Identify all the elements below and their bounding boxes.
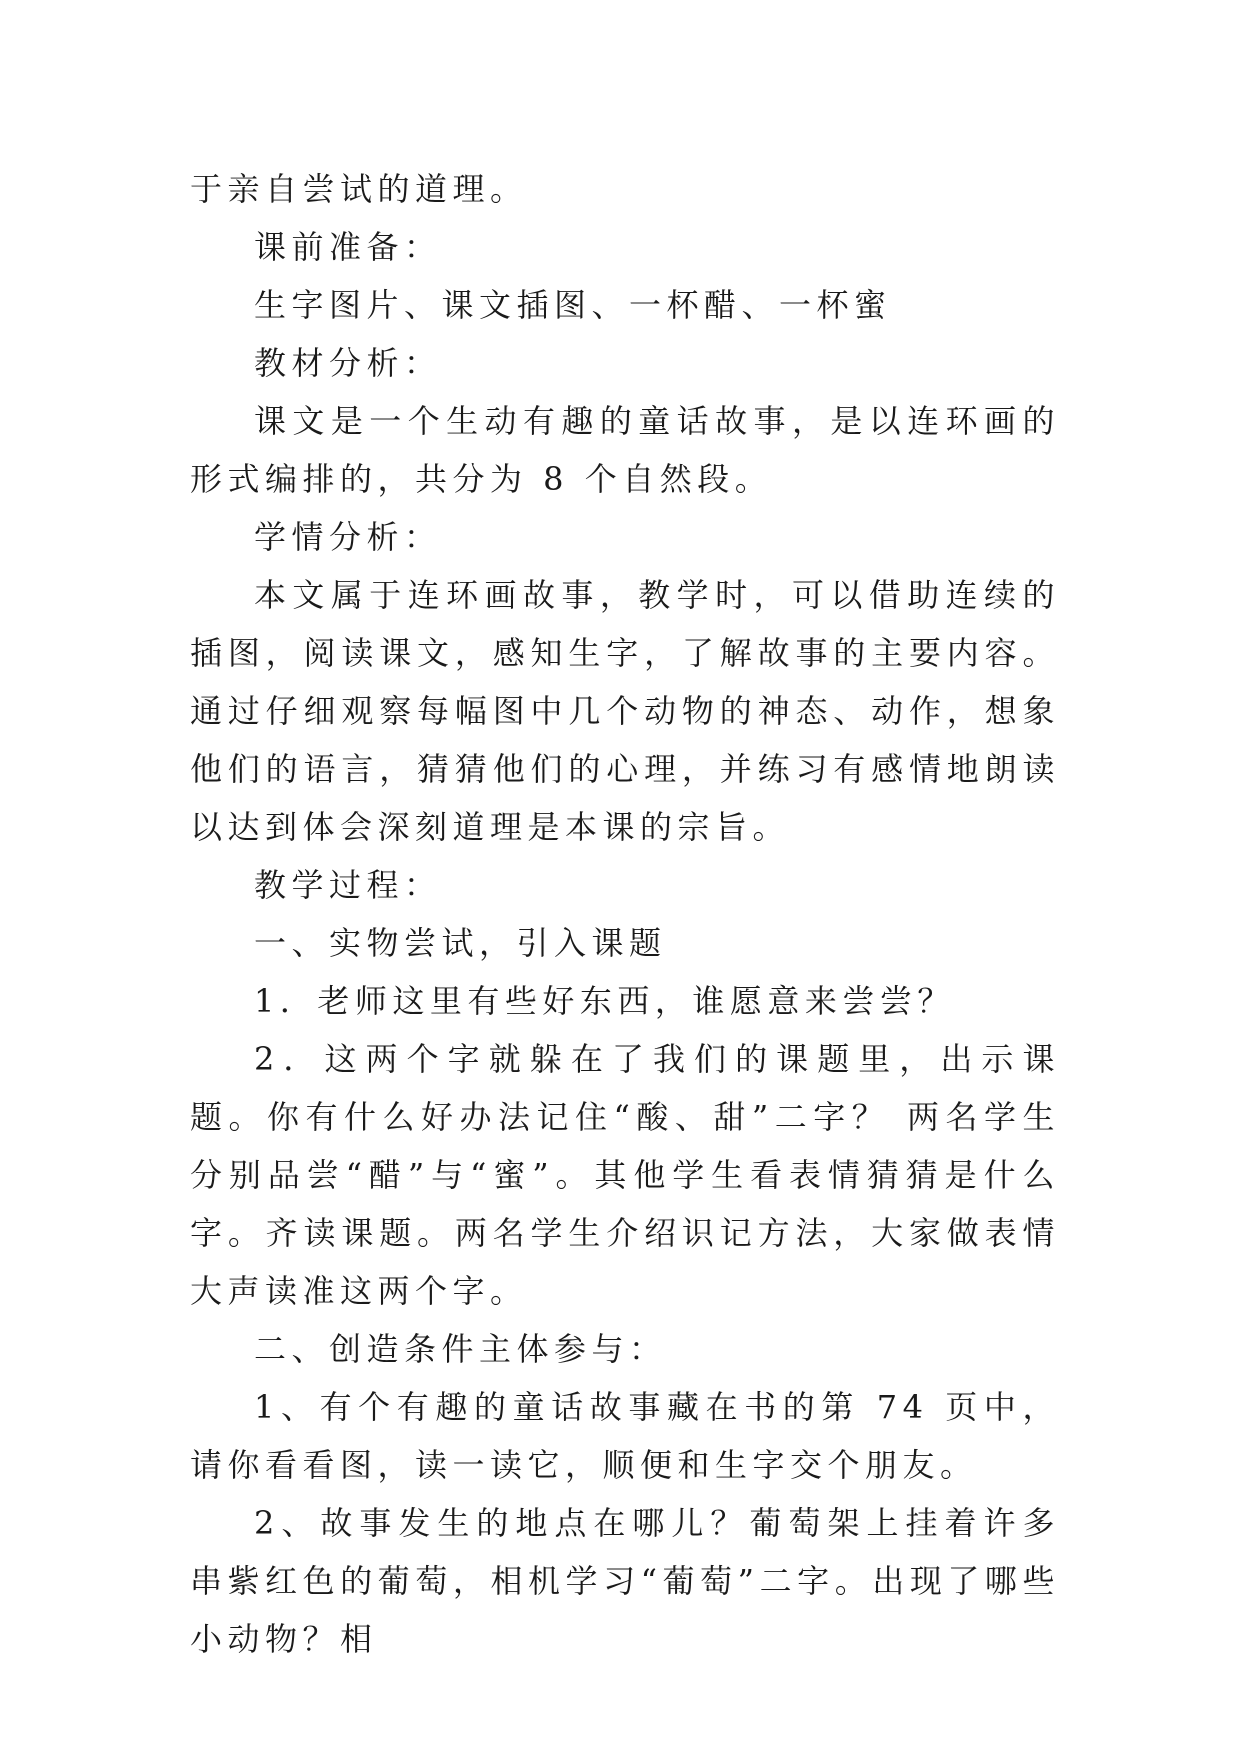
section-two-step-two: 2、故事发生的地点在哪儿？葡萄架上挂着许多串紫红色的葡萄，相机学习“葡萄”二字。出现了哪些小动物？相 — [190, 1504, 1060, 1658]
heading-textbook-analysis: 教材分析： — [254, 344, 442, 382]
paragraph-materials: 生字图片、课文插图、一杯醋、一杯蜜 — [254, 286, 892, 324]
heading-preparation: 课前准备： — [254, 228, 442, 266]
step-one: 1．老师这里有些好东西，谁愿意来尝尝？ — [254, 982, 955, 1020]
paragraph-continuation: 于亲自尝试的道理。 — [190, 170, 528, 208]
section-one-title: 一、实物尝试，引入课题 — [254, 924, 667, 962]
section-two-step-one: 1、有个有趣的童话故事藏在书的第 74 页中，请你看看图，读一读它，顺便和生字交个朋友。 — [190, 1388, 1060, 1484]
paragraph-textbook-analysis: 课文是一个生动有趣的童话故事，是以连环画的形式编排的，共分为 8 个自然段。 — [190, 402, 1060, 498]
heading-student-analysis: 学情分析： — [254, 518, 442, 556]
paragraph-student-analysis: 本文属于连环画故事，教学时，可以借助连续的插图，阅读课文，感知生字，了解故事的主要内容。通过仔细观察每幅图中几个动物的神态、动作，想象他们的语言，猜猜他们的心理，并练习有感情地朗读以达到体会深刻道理是本课的宗旨。 — [190, 576, 1060, 846]
section-two-title: 二、创造条件主体参与： — [254, 1330, 667, 1368]
document-body — [190, 160, 1060, 1668]
step-two: 2．这两个字就躲在了我们的课题里，出示课题。你有什么好办法记住“酸、甜”二字？ 两名学生分别品尝“醋”与“蜜”。其他学生看表情猜猜是什么字。齐读课题。两名学生介绍识记方法，大家做表情大声读准这两个字。 — [190, 1040, 1060, 1310]
heading-teaching-process: 教学过程： — [254, 866, 442, 904]
